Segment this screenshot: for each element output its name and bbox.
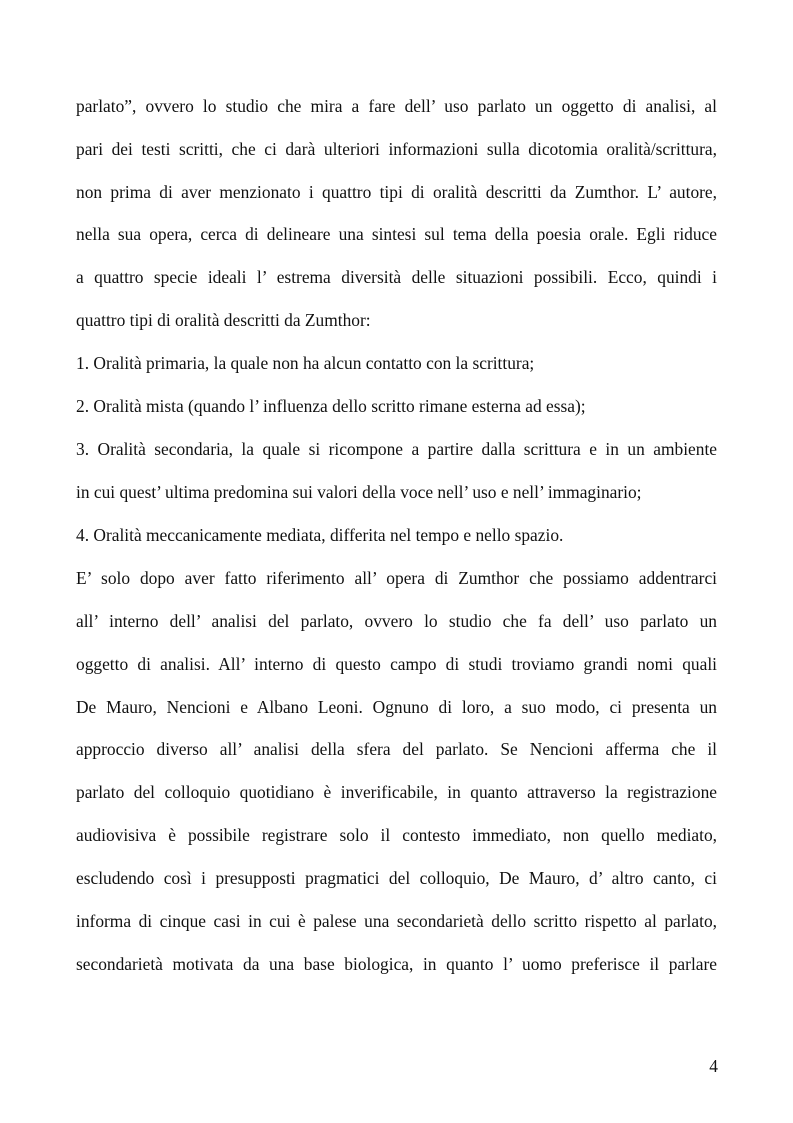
- text-line-1: parlato”, ovvero lo studio che mira a fare dell’ uso parlato un oggetto di analisi, al: [76, 96, 717, 116]
- page-number: 4: [709, 1056, 718, 1076]
- text-line-14: oggetto di analisi. All’ interno di questo campo di studi troviamo grandi nomi quali: [76, 654, 717, 674]
- text-line-5: a quattro specie ideali l’ estrema diversità delle situazioni possibili. Ecco, quindi i: [76, 267, 717, 287]
- list-item-1: 1. Oralità primaria, la quale non ha alcun contatto con la scrittura;: [76, 353, 535, 373]
- text-line-17: parlato del colloquio quotidiano è inverificabile, in quanto attraverso la registrazione: [76, 782, 717, 802]
- text-line-15: De Mauro, Nencioni e Albano Leoni. Ognuno di loro, a suo modo, ci presenta un: [76, 697, 717, 717]
- list-item-4: 4. Oralità meccanicamente mediata, differita nel tempo e nello spazio.: [76, 525, 564, 545]
- text-line-2: pari dei testi scritti, che ci darà ulteriori informazioni sulla dicotomia oralità/scrittura,: [76, 139, 717, 159]
- list-item-3-cont: in cui quest’ ultima predomina sui valori della voce nell’ uso e nell’ immaginario;: [76, 482, 642, 502]
- text-line-12: E’ solo dopo aver fatto riferimento all’ opera di Zumthor che possiamo addentrarci: [76, 568, 717, 588]
- list-item-3: 3. Oralità secondaria, la quale si ricompone a partire dalla scrittura e in un ambiente: [76, 439, 717, 459]
- text-line-16: approccio diverso all’ analisi della sfera del parlato. Se Nencioni afferma che il: [76, 739, 717, 759]
- text-line-6: quattro tipi di oralità descritti da Zumthor:: [76, 310, 371, 330]
- list-item-2: 2. Oralità mista (quando l’ influenza dello scritto rimane esterna ad essa);: [76, 396, 586, 416]
- text-line-21: secondarietà motivata da una base biologica, in quanto l’ uomo preferisce il parlare: [76, 954, 717, 974]
- text-line-19: escludendo così i presupposti pragmatici del colloquio, De Mauro, d’ altro canto, ci: [76, 868, 717, 888]
- text-line-4: nella sua opera, cerca di delineare una sintesi sul tema della poesia orale. Egli riduce: [76, 224, 717, 244]
- text-line-3: non prima di aver menzionato i quattro tipi di oralità descritti da Zumthor. L’ autore,: [76, 182, 717, 202]
- text-line-13: all’ interno dell’ analisi del parlato, ovvero lo studio che fa dell’ uso parlato un: [76, 611, 717, 631]
- text-line-18: audiovisiva è possibile registrare solo il contesto immediato, non quello mediato,: [76, 825, 717, 845]
- text-line-20: informa di cinque casi in cui è palese una secondarietà dello scritto rispetto al parlato,: [76, 911, 717, 931]
